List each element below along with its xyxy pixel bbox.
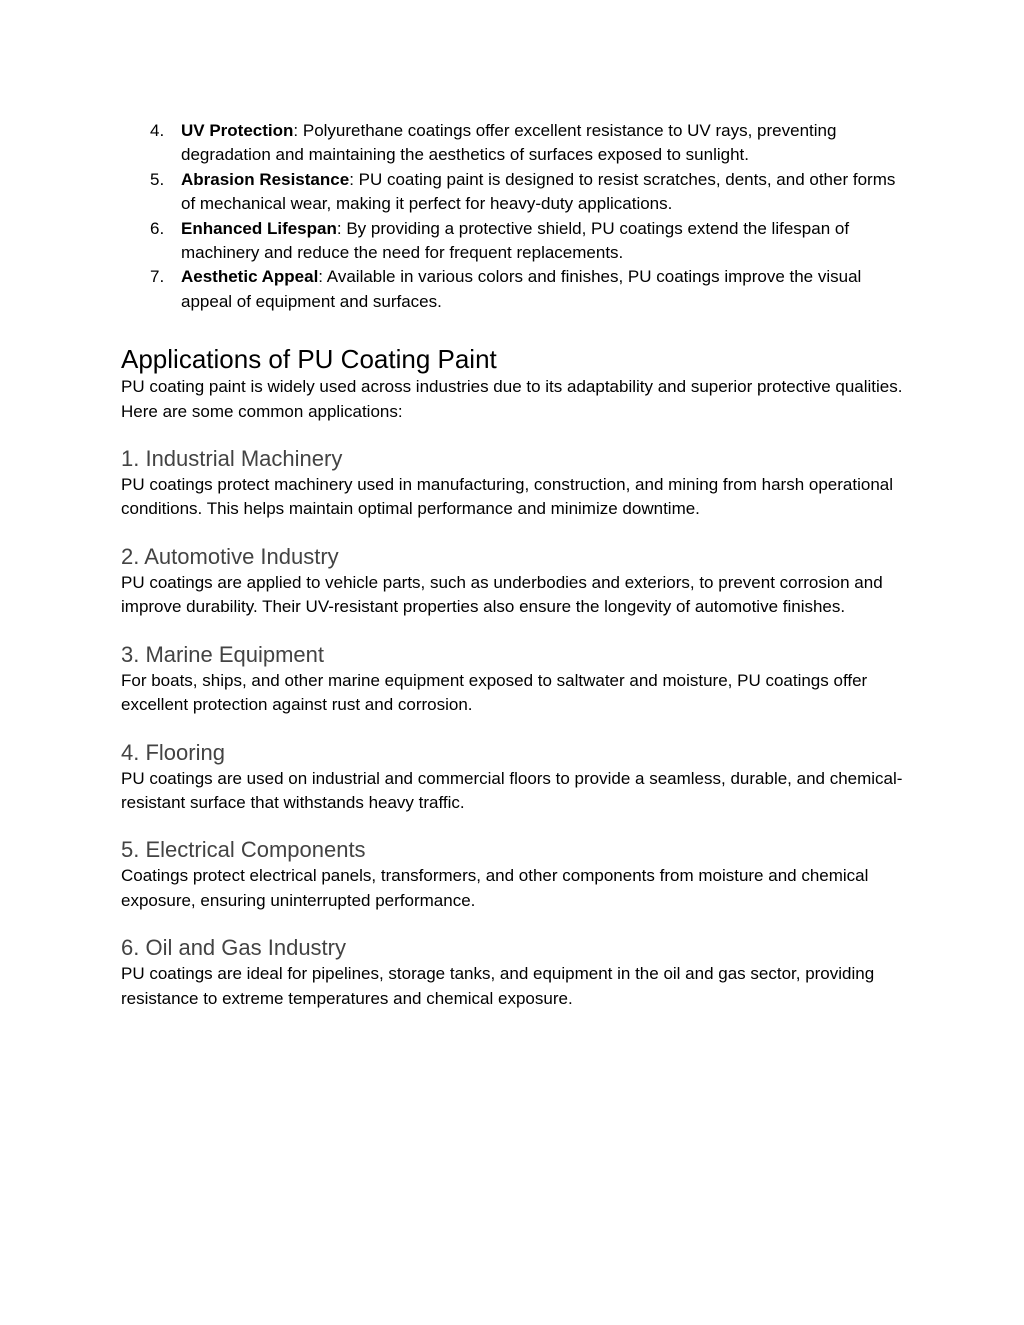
paragraph: PU coatings are applied to vehicle parts, such as underbodies and exteriors, to prevent corrosion and improve durability. Their UV-resistant properties also ensure the longevity of automotive finishes. [121, 572, 883, 617]
list-number: 4. [150, 121, 165, 140]
list-term: UV Protection [181, 121, 294, 140]
list-item [121, 217, 911, 266]
section-title: Applications of PU Coating Paint [121, 344, 497, 375]
subheading: 5. Electrical Components [121, 837, 366, 863]
list-text: : PU coating paint is designed to resist scratches, dents, and other forms of mechanical wear, making it perfect for heavy-duty applications. [181, 169, 896, 214]
list-number: 5. [150, 169, 165, 189]
list-number: 6. [150, 218, 165, 238]
list-text: : Polyurethane coatings offer excellent resistance to UV rays, preventing degradation and maintaining the aesthetics of surfaces exposed to sunlight. [181, 121, 837, 165]
list-text: : By providing a protective shield, PU coatings extend the lifespan of machinery and reduce the need for frequent replacements. [181, 218, 850, 263]
section-intro: PU coating paint is widely used across industries due to its adaptability and superior protective qualities. Here are some common applications: [121, 377, 903, 421]
subheading: 3. Marine Equipment [121, 641, 324, 667]
subheading: 6. Oil and Gas Industry [121, 935, 346, 961]
benefits-list [121, 119, 911, 314]
paragraph: PU coatings protect machinery used in manufacturing, construction, and mining from harsh operational conditions. This helps maintain optimal performance and minimize downtime. [121, 475, 894, 519]
paragraph: For boats, ships, and other marine equipment exposed to saltwater and moisture, PU coatings offer excellent protection against rust and corrosion. [121, 670, 868, 715]
list-text: : Available in various colors and finishes, PU coatings improve the visual appeal of equipment and surfaces. [181, 267, 862, 311]
paragraph: Coatings protect electrical panels, transformers, and other components from moisture and chemical exposure, ensuring uninterrupted performance. [121, 866, 869, 910]
subheading: 1. Industrial Machinery [121, 446, 343, 472]
paragraph: PU coatings are used on industrial and commercial floors to provide a seamless, durable, and chemical-resistant surface that withstands heavy traffic. [121, 768, 903, 812]
list-term: Enhanced Lifespan [181, 218, 337, 238]
subheading: 2. Automotive Industry [121, 543, 339, 569]
paragraph: PU coatings are ideal for pipelines, storage tanks, and equipment in the oil and gas sector, providing resistance to extreme temperatures and chemical exposure. [121, 964, 875, 1008]
list-term: Abrasion Resistance [181, 169, 350, 189]
list-item [121, 168, 911, 217]
subheading: 4. Flooring [121, 739, 225, 765]
list-term: Aesthetic Appeal [181, 267, 319, 287]
list-item [121, 119, 911, 168]
list-item [121, 265, 911, 314]
list-number: 7. [150, 267, 165, 287]
page-content [121, 119, 911, 1011]
